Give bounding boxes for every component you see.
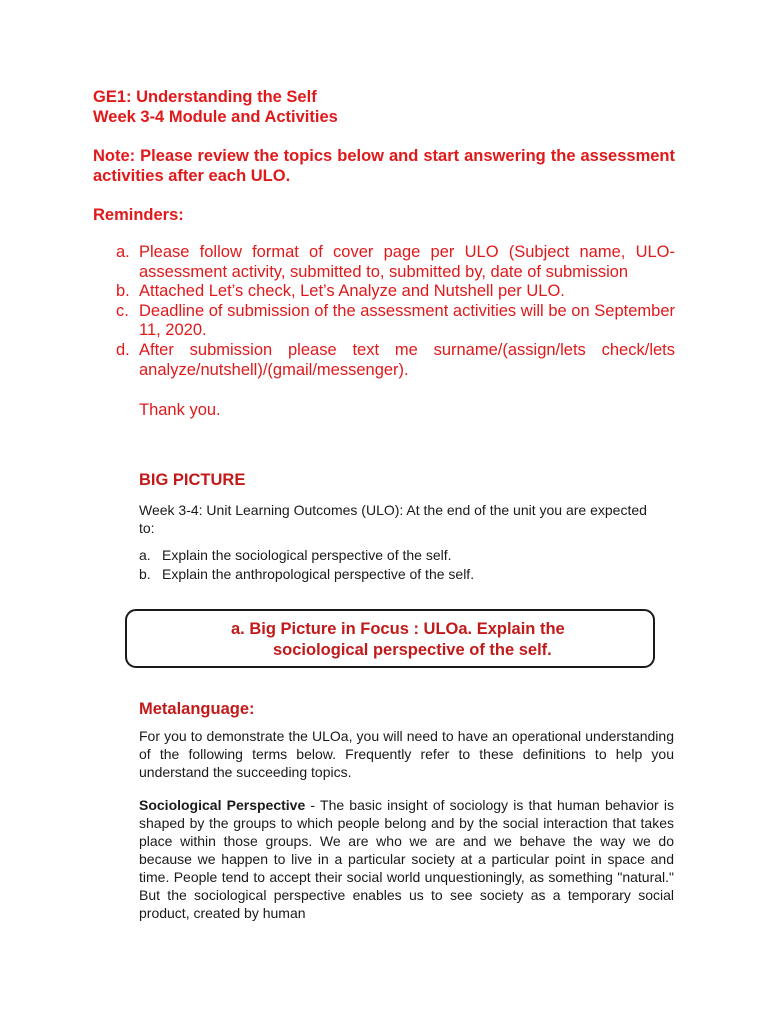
reminder-text: After submission please text me surname/(assign/lets check/lets analyze/nutshell)/(gmail/messenger). — [139, 340, 675, 379]
reminder-marker: d. — [116, 340, 130, 359]
reminder-item — [116, 282, 675, 302]
sociological-perspective-definition — [139, 796, 674, 922]
metalanguage-heading: Metalanguage: — [139, 700, 255, 718]
reminder-text: Please follow format of cover page per ULO (Subject name, ULO-assessment activity, submitted to, submitted by, date of submission — [139, 243, 675, 281]
ulo-text: Explain the anthropological perspective of the self. — [162, 566, 475, 582]
thank-you-text: Thank you. — [139, 401, 221, 419]
reminders-heading: Reminders: — [93, 206, 184, 224]
course-title: GE1: Understanding the Self — [93, 88, 317, 106]
reminder-text: Deadline of submission of the assessment activities will be on September 11, 2020. — [139, 301, 675, 340]
metalanguage-intro: For you to demonstrate the ULOa, you will need to have an operational understanding of the following terms below. Frequently refer to these definitions to help you understand the succeeding topics. — [139, 728, 674, 780]
reminder-item — [116, 243, 675, 282]
document-header — [93, 87, 693, 127]
reminder-marker: b. — [116, 282, 130, 301]
ulo-text: Explain the sociological perspective of the self. — [162, 547, 452, 563]
reminder-item — [116, 302, 675, 341]
review-note: Note: Please review the topics below and start answering the assessment activities after each ULO. — [93, 147, 675, 185]
ulo-item — [139, 546, 659, 565]
reminder-text: Attached Let’s check, Let’s Analyze and Nutshell per ULO. — [139, 282, 565, 301]
big-picture-heading: BIG PICTURE — [139, 471, 246, 489]
ulo-marker: b. — [139, 566, 151, 582]
ulo-marker: a. — [139, 547, 151, 563]
focus-title-line1: a. Big Picture in Focus : ULOa. Explain the — [231, 620, 565, 638]
reminder-marker: c. — [116, 301, 129, 320]
ulo-list — [139, 546, 659, 584]
ulo-intro: Week 3-4: Unit Learning Outcomes (ULO): At the end of the unit you are expected to: — [139, 502, 647, 536]
focus-title-line2: sociological perspective of the self. — [273, 641, 552, 659]
reminder-marker: a. — [116, 243, 130, 261]
definition-term: Sociological Perspective — [139, 797, 306, 813]
module-title: Week 3-4 Module and Activities — [93, 108, 338, 126]
definition-text: - The basic insight of sociology is that human behavior is shaped by the groups to which people belong and by the social interaction that takes place within those groups. We are who we are and we behave the way we do because we happen to live in a particular society at a particular point in space and time. People tend to accept their social world unquestioningly, as something "natural." But the sociological perspective enables us to see society as a temporary social product, created by human — [139, 797, 674, 921]
reminders-list — [116, 243, 675, 380]
reminder-item — [116, 341, 675, 380]
ulo-item — [139, 565, 659, 584]
